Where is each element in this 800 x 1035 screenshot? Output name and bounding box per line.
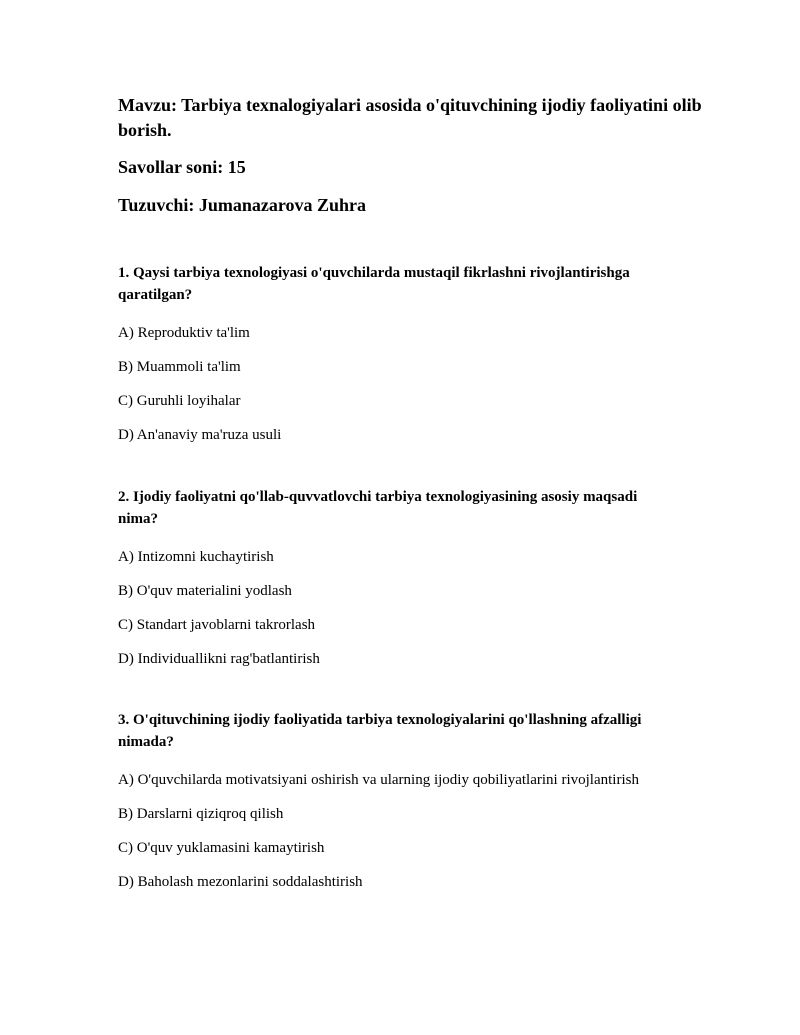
question-2 bbox=[118, 486, 678, 667]
answer-option-c: C) Standart javoblarni takrorlash bbox=[118, 617, 316, 633]
answer-option-b: B) Muammoli ta'lim bbox=[118, 359, 241, 375]
author-line: Tuzuvchi: Jumanazarova Zuhra bbox=[118, 195, 367, 215]
answer-option-b: B) Darslarni qiziqroq qilish bbox=[118, 806, 284, 822]
answer-option-c: C) Guruhli loyihalar bbox=[118, 393, 241, 409]
answer-option-d: D) An'anaviy ma'ruza usuli bbox=[118, 427, 282, 443]
question-text: 3. O'qituvchining ijodiy faoliyatida tarbiya texnologiyalarini qo'llashning afzalligi nimada? bbox=[118, 712, 642, 750]
answer-option-d: D) Individuallikni rag'batlantirish bbox=[118, 651, 320, 667]
answer-option-d: D) Baholash mezonlarini soddalashtirish bbox=[118, 874, 363, 890]
question-text: 1. Qaysi tarbiya texnologiyasi o'quvchilarda mustaqil fikrlashni rivojlantirishga qaratilgan? bbox=[118, 265, 630, 303]
answer-option-a: A) Reproduktiv ta'lim bbox=[118, 325, 250, 341]
question-3 bbox=[118, 709, 678, 890]
question-text: 2. Ijodiy faoliyatni qo'llab-quvvatlovchi tarbiya texnologiyasining asosiy maqsadi nima? bbox=[118, 489, 638, 527]
document-title: Mavzu: Tarbiya texnalogiyalari asosida o'qituvchining ijodiy faoliyatini olib borish. bbox=[118, 95, 702, 140]
answer-option-a: A) O'quvchilarda motivatsiyani oshirish va ularning ijodiy qobiliyatlarini rivojlantirish bbox=[118, 772, 639, 788]
answer-option-b: B) O'quv materialini yodlash bbox=[118, 583, 292, 599]
question-count: Savollar soni: 15 bbox=[118, 157, 246, 177]
question-1 bbox=[118, 262, 678, 443]
answer-option-c: C) O'quv yuklamasini kamaytirish bbox=[118, 840, 325, 856]
answer-option-a: A) Intizomni kuchaytirish bbox=[118, 549, 274, 565]
